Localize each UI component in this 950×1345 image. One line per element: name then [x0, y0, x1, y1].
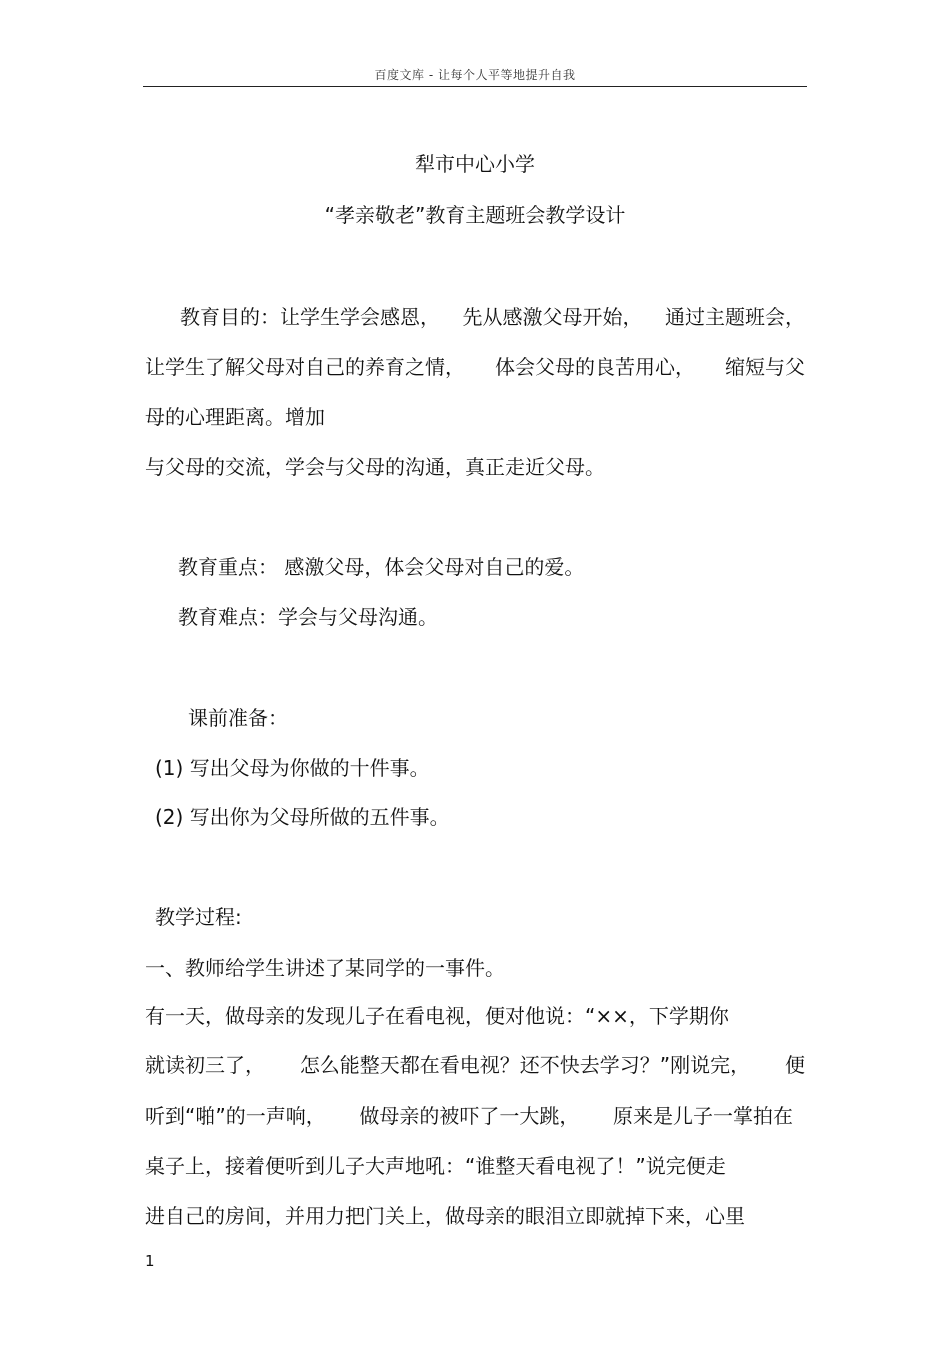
story-line-1: 有一天，做母亲的发现儿子在看电视，便对他说：“××，下学期你: [145, 1004, 729, 1028]
story-line-4: 桌子上，接着便听到儿子大声地吼：“谁整天看电视了！”说完便走: [145, 1154, 726, 1178]
document-title: “孝亲敬老”教育主题班会教学设计: [324, 203, 626, 227]
story-line-2: [145, 1052, 805, 1078]
school-title: 犁市中心小学: [415, 152, 535, 176]
story-line-2-part-3: 便: [785, 1053, 805, 1077]
preparation-item-1: (1) 写出父母为你做的十件事。: [155, 756, 430, 780]
story-line-3-part-1: 听到“啪”的一声响，: [145, 1104, 326, 1128]
story-line-3-part-3: 原来是儿子一掌拍在: [612, 1104, 793, 1128]
story-line-2-part-2: 怎么能整天都在看电视？还不快去学习？”刚说完，: [299, 1053, 751, 1077]
objective-line-1-part-2: 先从感激父母开始，: [462, 305, 643, 329]
header-divider: [143, 86, 807, 87]
objective-line-2-part-2: 体会父母的良苦用心，: [495, 355, 695, 379]
objective-line-1-part-1: 教育目的：让学生学会感恩，: [180, 305, 440, 329]
page-number: 1: [145, 1252, 155, 1270]
story-line-3: [145, 1103, 793, 1129]
objective-line-2-part-3: 缩短与父: [725, 355, 805, 379]
difficulty-point: 教育难点：学会与父母沟通。: [178, 605, 438, 629]
key-point: 教育重点： 感激父母，体会父母对自己的爱。: [178, 555, 585, 579]
story-line-3-part-2: 做母亲的被吓了一大跳，: [359, 1104, 580, 1128]
objective-line-2-part-1: 让学生了解父母对自己的养育之情，: [145, 355, 465, 379]
objective-line-2: [145, 354, 805, 380]
story-line-5: 进自己的房间，并用力把门关上，做母亲的眼泪立即就掉下来，心里: [145, 1204, 745, 1228]
objective-line-4: 与父母的交流，学会与父母的沟通，真正走近父母。: [145, 455, 605, 479]
story-line-2-part-1: 就读初三了，: [145, 1053, 265, 1077]
objective-line-1: [180, 304, 805, 330]
preparation-item-2: (2) 写出你为父母所做的五件事。: [155, 805, 450, 829]
page-header: 百度文库 - 让每个人平等地提升自我: [374, 68, 576, 82]
objective-line-1-part-3: 通过主题班会，: [665, 305, 805, 329]
objective-line-3: 母的心理距离。增加: [145, 405, 325, 429]
preparation-heading: 课前准备：: [188, 706, 288, 730]
process-heading: 教学过程:: [155, 905, 242, 929]
process-section-1: 一、教师给学生讲述了某同学的一事件。: [145, 956, 505, 980]
